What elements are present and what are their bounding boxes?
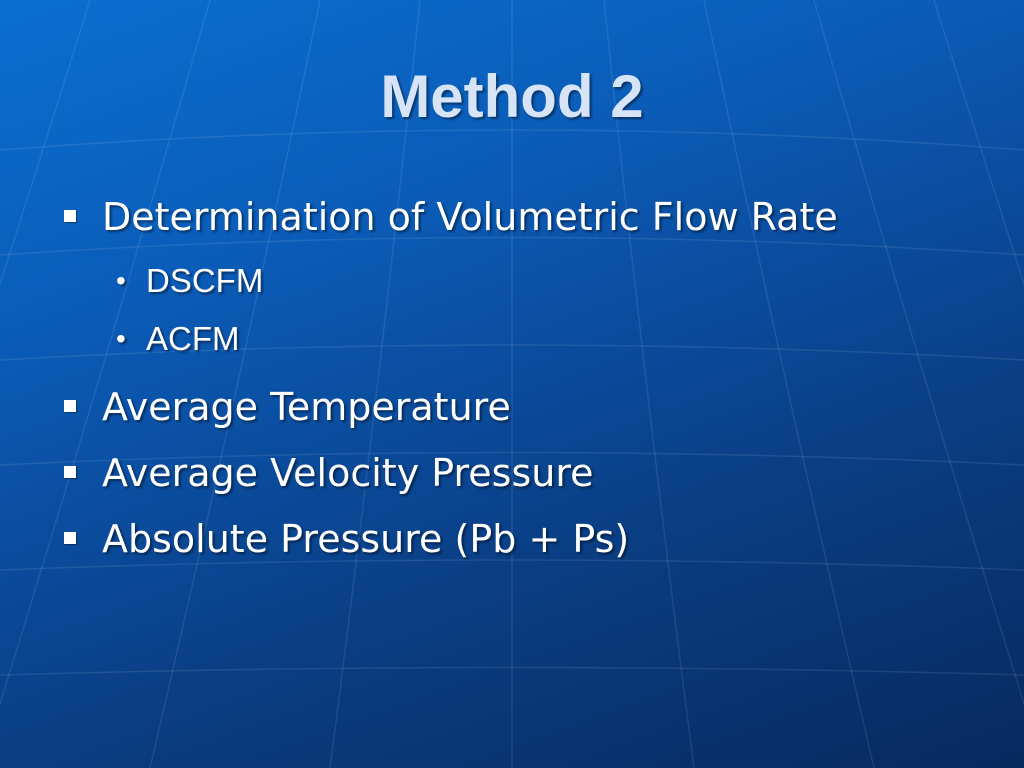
square-bullet-icon — [64, 466, 76, 478]
sub-bullet-item-acfm — [60, 310, 960, 368]
bullet-text: Average Velocity Pressure — [102, 451, 594, 495]
bullet-item-temperature — [60, 380, 960, 434]
bullet-text: Absolute Pressure (Pb + Ps) — [102, 517, 630, 561]
square-bullet-icon — [64, 400, 76, 412]
bullet-item-flow-rate — [60, 190, 960, 244]
sub-bullet-item-dscfm — [60, 252, 960, 310]
square-bullet-icon — [64, 210, 76, 222]
bullet-text: Determination of Volumetric Flow Rate — [102, 195, 838, 239]
slide-title: Method 2 — [380, 63, 644, 130]
bullet-text: Average Temperature — [102, 385, 511, 429]
sub-bullet-text: ACFM — [146, 320, 240, 357]
bullet-item-absolute-pressure — [60, 512, 960, 566]
sub-bullet-text: DSCFM — [146, 262, 264, 299]
bullet-item-velocity-pressure — [60, 446, 960, 500]
round-bullet-icon: • — [116, 265, 126, 296]
square-bullet-icon — [64, 532, 76, 544]
bullet-list — [60, 190, 960, 566]
round-bullet-icon: • — [116, 323, 126, 354]
